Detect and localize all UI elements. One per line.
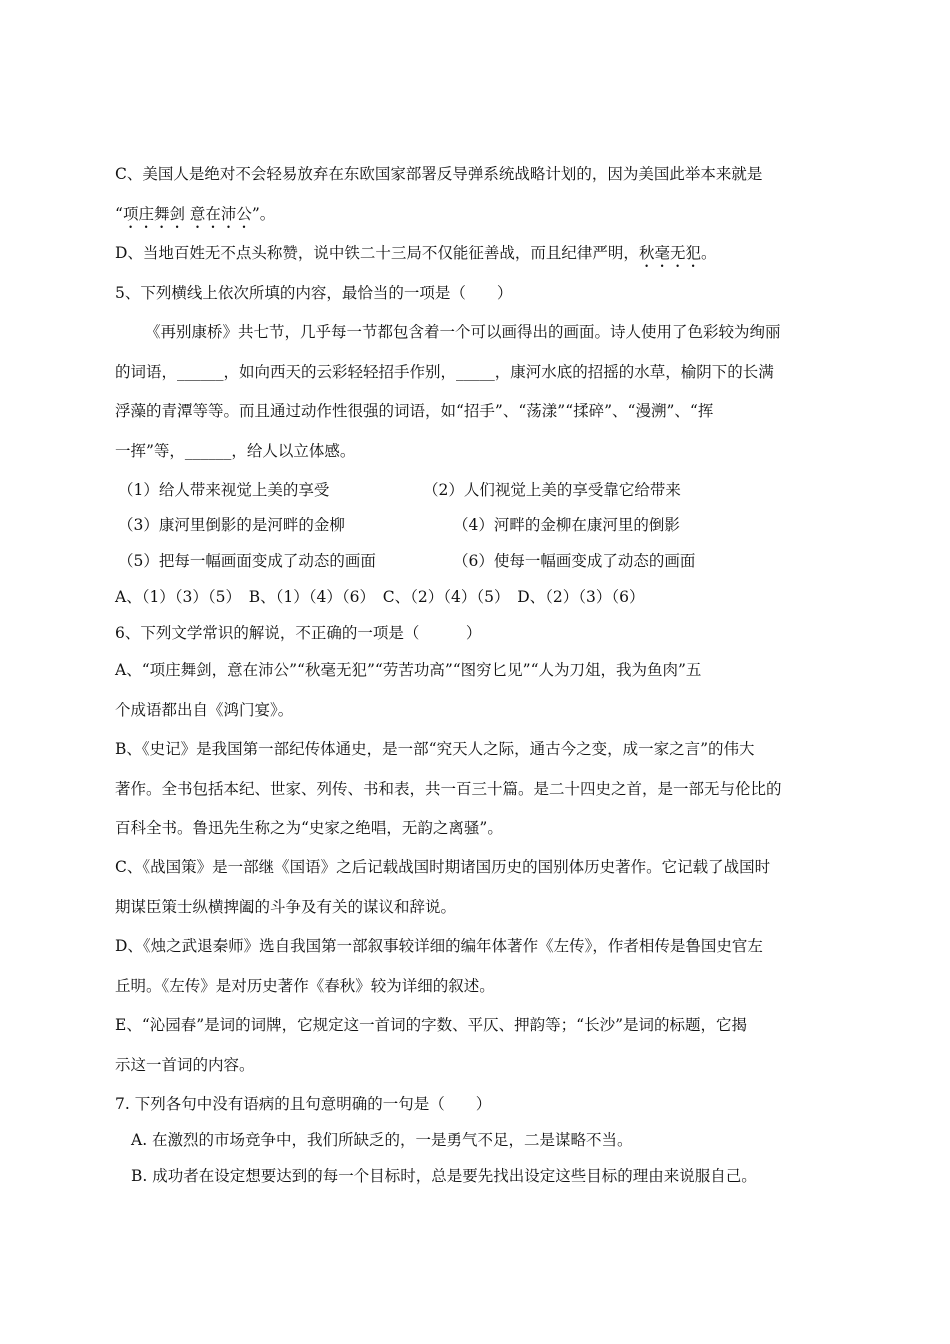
passage-5-line2: 的词语，______，如向西天的云彩轻轻招手作别，_____，康河水底的招摇的水草，榆阴下的长满 <box>115 363 774 381</box>
option-c-line1: C、美国人是绝对不会轻易放弃在东欧国家部署反导弹系统战略计划的，因为美国此举本来就是 <box>115 165 763 183</box>
passage-5-line3: 浮藻的青潭等等。而且通过动作性很强的词语，如“招手”、“荡漾”“揉碎”、“漫溯”、“挥 <box>115 402 714 420</box>
q6-option-a-line2: 个成语都出自《鸿门宴》。 <box>115 701 294 719</box>
option-d-end: 。 <box>700 244 717 262</box>
q6-option-b-line2: 著作。全书包括本纪、世家、列传、书和表，共一百三十篇。是二十四史之首，是一部无与伦比的 <box>115 780 782 798</box>
choice-6: （6）使每一幅画变成了动态的画面 <box>453 552 696 570</box>
question-7: 7. 下列各句中没有语病的且句意明确的一句是（ ） <box>115 1095 492 1113</box>
q7-option-a: A. 在激烈的市场竞争中，我们所缺乏的，一是勇气不足，二是谋略不当。 <box>131 1131 633 1149</box>
question-5: 5、下列横线上依次所填的内容，最恰当的一项是（ ） <box>115 284 513 302</box>
question-6: 6、下列文学常识的解说，不正确的一项是（ ） <box>115 624 482 642</box>
q7-option-b: B. 成功者在设定想要达到的每一个目标时，总是要先找出设定这些目标的理由来说服自己。 <box>131 1167 757 1185</box>
question-5-answers: A、（1）（3）（5） B、（1）（4）（6） C、（2）（4）（5） D、（2）（3）（6） <box>115 588 645 606</box>
quote-open: “ <box>115 205 123 223</box>
q6-option-d-line2: 丘明。《左传》是对历史著作《春秋》较为详细的叙述。 <box>115 977 495 995</box>
choice-2: （2）人们视觉上美的享受靠它给带来 <box>423 481 681 499</box>
option-c-line2 <box>115 204 275 232</box>
quote-close: ”。 <box>251 205 276 223</box>
passage-5-line1: 《再别康桥》共七节，几乎每一节都包含着一个可以画得出的画面。诗人使用了色彩较为绚丽 <box>145 323 781 341</box>
choice-3: （3）康河里倒影的是河畔的金柳 <box>118 516 345 534</box>
choice-4: （4）河畔的金柳在康河里的倒影 <box>453 516 680 534</box>
q6-option-d-line1: D、《烛之武退秦师》选自我国第一部叙事较详细的编年体著作《左传》，作者相传是鲁国史官左 <box>115 937 763 955</box>
option-d-line <box>115 243 716 271</box>
choice-1: （1）给人带来视觉上美的享受 <box>118 481 330 499</box>
option-d-text: D、当地百姓无不点头称赞，说中铁二十三局不仅能征善战，而且纪律严明， <box>115 244 639 262</box>
q6-option-a-line1: A、“项庄舞剑，意在沛公”“秋毫无犯”“劳苦功高”“图穷匕见”“人为刀俎，我为鱼肉”五 <box>115 661 702 679</box>
q6-option-b-line1: B、《史记》是我国第一部纪传体通史，是一部“究天人之际，通古今之变，成一家之言”的伟大 <box>115 740 755 758</box>
dotted-idiom: 项庄舞剑 意在沛公 <box>122 205 252 223</box>
dotted-idiom: 秋毫无犯 <box>638 244 701 262</box>
q6-option-c-line1: C、《战国策》是一部继《国语》之后记载战国时期诸国历史的国别体历史著作。它记载了战国时 <box>115 858 771 876</box>
q6-option-e-line1: E、“沁园春”是词的词牌，它规定这一首词的字数、平仄、押韵等；“长沙”是词的标题，它揭 <box>115 1016 748 1034</box>
choice-5: （5）把每一幅画面变成了动态的画面 <box>118 552 376 570</box>
q6-option-c-line2: 期谋臣策士纵横捭阖的斗争及有关的谋议和辞说。 <box>115 898 457 916</box>
q6-option-e-line2: 示这一首词的内容。 <box>115 1056 255 1074</box>
q6-option-b-line3: 百科全书。鲁迅先生称之为“史家之绝唱，无韵之离骚”。 <box>115 819 503 837</box>
passage-5-line4: 一挥”等，______，给人以立体感。 <box>115 442 356 460</box>
